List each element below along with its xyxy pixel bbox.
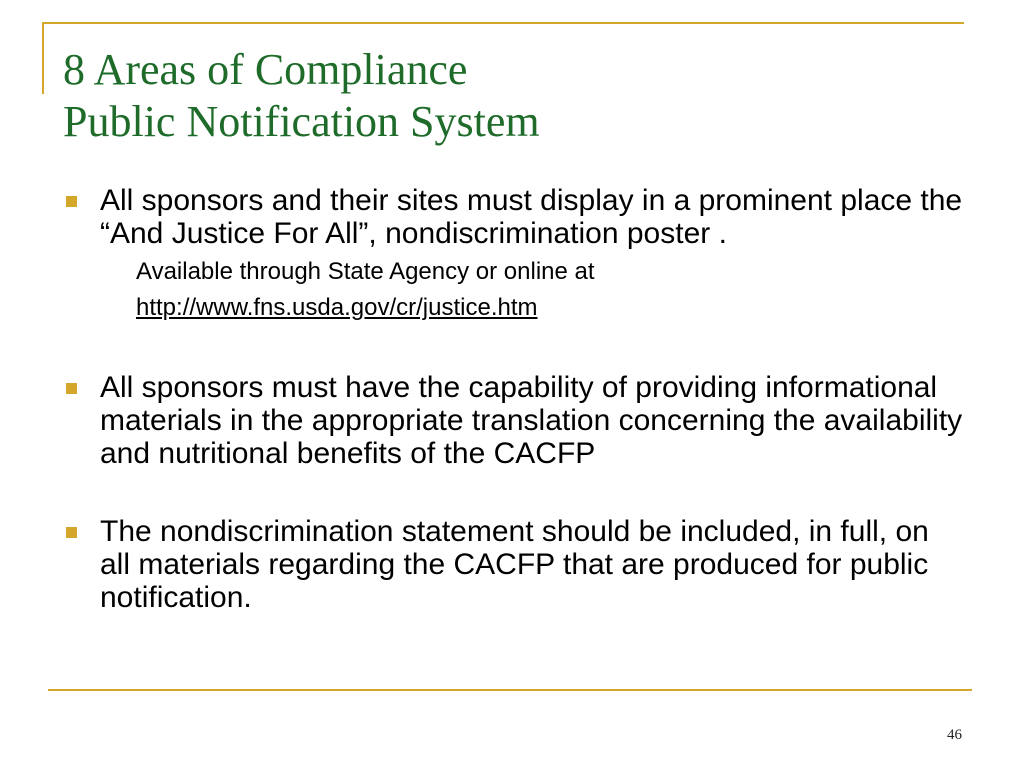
bullet-list	[64, 184, 964, 614]
bullet-text: The nondiscrimination statement should be included, in full, on all materials regarding the CACFP that are produced for public notification.	[100, 515, 929, 614]
top-rule	[42, 22, 964, 24]
left-rule	[42, 22, 44, 94]
bullet-text: All sponsors and their sites must display in a prominent place the “And Justice For All”, nondiscrimination poster .	[100, 184, 963, 250]
sub-note	[100, 254, 964, 326]
bullet-item	[64, 184, 964, 326]
bottom-rule	[48, 689, 972, 691]
square-bullet-icon	[66, 196, 77, 207]
bullet-item	[64, 515, 964, 614]
sub-note-text: Available through State Agency or online at	[136, 258, 595, 285]
square-bullet-icon	[66, 527, 77, 538]
bullet-text: All sponsors must have the capability of providing informational materials in the appropriate translation concerning the availability and nutritional benefits of the CACFP	[100, 371, 963, 470]
title-line-2: Public Notification System	[63, 97, 540, 146]
title-line-1: 8 Areas of Compliance	[63, 45, 468, 94]
square-bullet-icon	[66, 383, 77, 394]
bullet-item	[64, 371, 964, 470]
slide-title	[63, 44, 540, 148]
page-number: 46	[947, 727, 962, 743]
poster-link[interactable]: http://www.fns.usda.gov/cr/justice.htm	[136, 294, 538, 321]
